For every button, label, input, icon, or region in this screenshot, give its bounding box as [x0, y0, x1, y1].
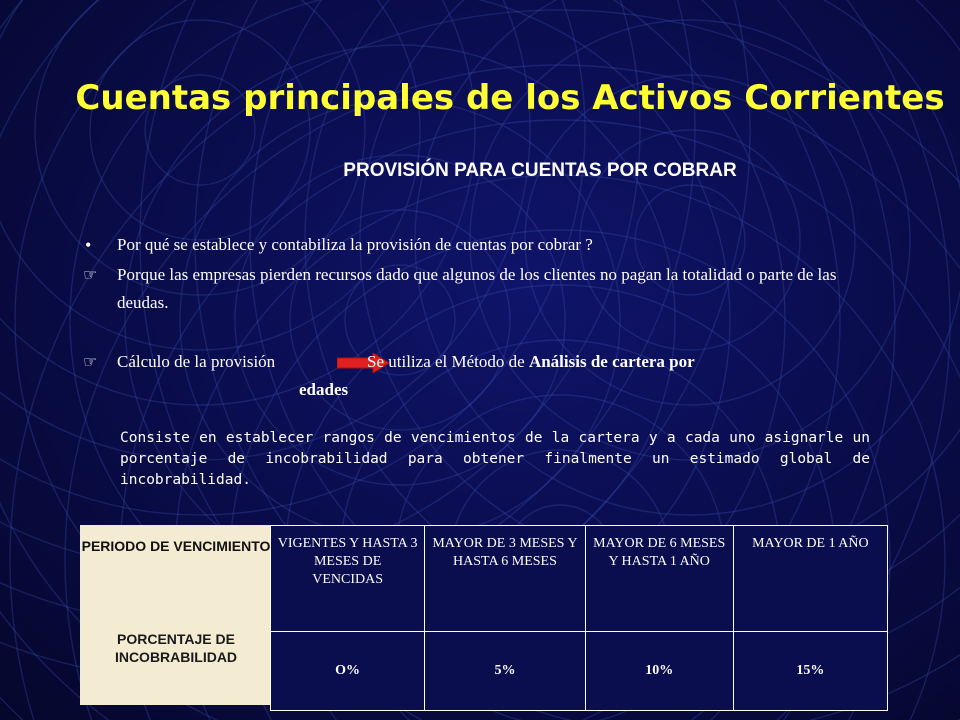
bullet-answer-text: Porque las empresas pierden recursos dado que algunos de los clientes no pagan la totalidad o parte de las deudas. — [117, 265, 837, 312]
table-row — [271, 632, 888, 711]
method-name-continued: edades — [299, 380, 349, 399]
table-row — [271, 526, 888, 632]
method-name-text: Análisis de cartera por — [528, 352, 695, 371]
slide-title: Cuentas principales de los Activos Corrientes — [75, 78, 945, 118]
row-label-percentage: PORCENTAJE DE INCOBRABILIDAD — [114, 631, 238, 665]
bullet-answer — [83, 261, 837, 317]
row-label-period: PERIODO DE VENCIMIENTO — [81, 538, 271, 554]
bullet-calculation-label: Cálculo de la provisión — [117, 352, 276, 371]
provision-table — [80, 525, 888, 705]
row-label-column — [80, 525, 272, 705]
value-cell: 5% — [425, 632, 585, 711]
header-cell: VIGENTES Y HASTA 3 MESES DE VENCIDAS — [271, 526, 425, 632]
pointing-hand-icon: ☞ — [83, 352, 98, 371]
method-intro-text: Se utiliza el Método de — [367, 352, 525, 371]
value-cell: 10% — [585, 632, 733, 711]
header-cell: MAYOR DE 1 AÑO — [733, 526, 887, 632]
provision-grid — [270, 525, 888, 711]
value-cell: O% — [271, 632, 425, 711]
pointing-hand-icon: ☞ — [83, 265, 98, 284]
header-cell: MAYOR DE 3 MESES Y HASTA 6 MESES — [425, 526, 585, 632]
bullet-question — [85, 231, 847, 259]
header-cell: MAYOR DE 6 MESES Y HASTA 1 AÑO — [585, 526, 733, 632]
method-description: Consiste en establecer rangos de vencimientos de la cartera y a cada uno asignarle un porcentaje de incobrabilidad para obtener finalmente un estimado global de incobrabilidad. — [120, 430, 870, 488]
slide-subtitle: PROVISIÓN PARA CUENTAS POR COBRAR — [343, 160, 737, 181]
bullet-question-text: Por qué se establece y contabiliza la provisión de cuentas por cobrar ? — [117, 235, 593, 254]
bullet-dot-icon: • — [85, 235, 92, 255]
bullet-calculation-method — [367, 348, 695, 376]
bullet-calculation — [83, 348, 837, 399]
value-cell: 15% — [733, 632, 887, 711]
